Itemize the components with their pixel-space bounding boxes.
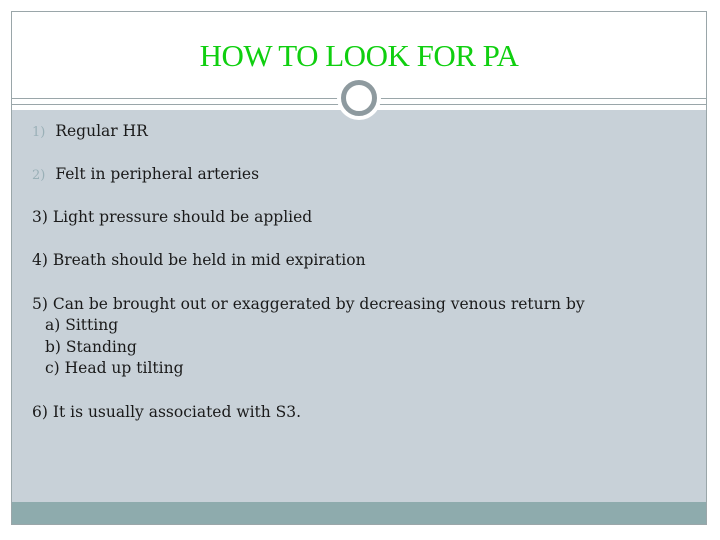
list-item-1: [32, 122, 148, 140]
sub-item-standing: b) Standing: [45, 338, 137, 356]
slide: [11, 11, 707, 525]
list-text: Regular HR: [55, 122, 148, 140]
list-number: 2): [32, 168, 46, 183]
sub-item-sitting: a) Sitting: [45, 316, 119, 334]
list-item-2: [32, 165, 259, 183]
list-item-3: 3) Light pressure should be applied: [32, 208, 313, 226]
footer-bar: [12, 502, 706, 524]
slide-title: HOW TO LOOK FOR PA: [199, 38, 519, 73]
list-text: Felt in peripheral arteries: [55, 165, 260, 183]
list-item-4: 4) Breath should be held in mid expiration: [32, 251, 366, 269]
list-item-5: 5) Can be brought out or exaggerated by decreasing venous return by: [32, 295, 585, 313]
ring-ornament-icon: [341, 80, 377, 116]
sub-item-head-up-tilting: c) Head up tilting: [45, 359, 184, 377]
list-number: 1): [32, 125, 46, 140]
list-item-6: 6) It is usually associated with S3.: [32, 403, 302, 421]
